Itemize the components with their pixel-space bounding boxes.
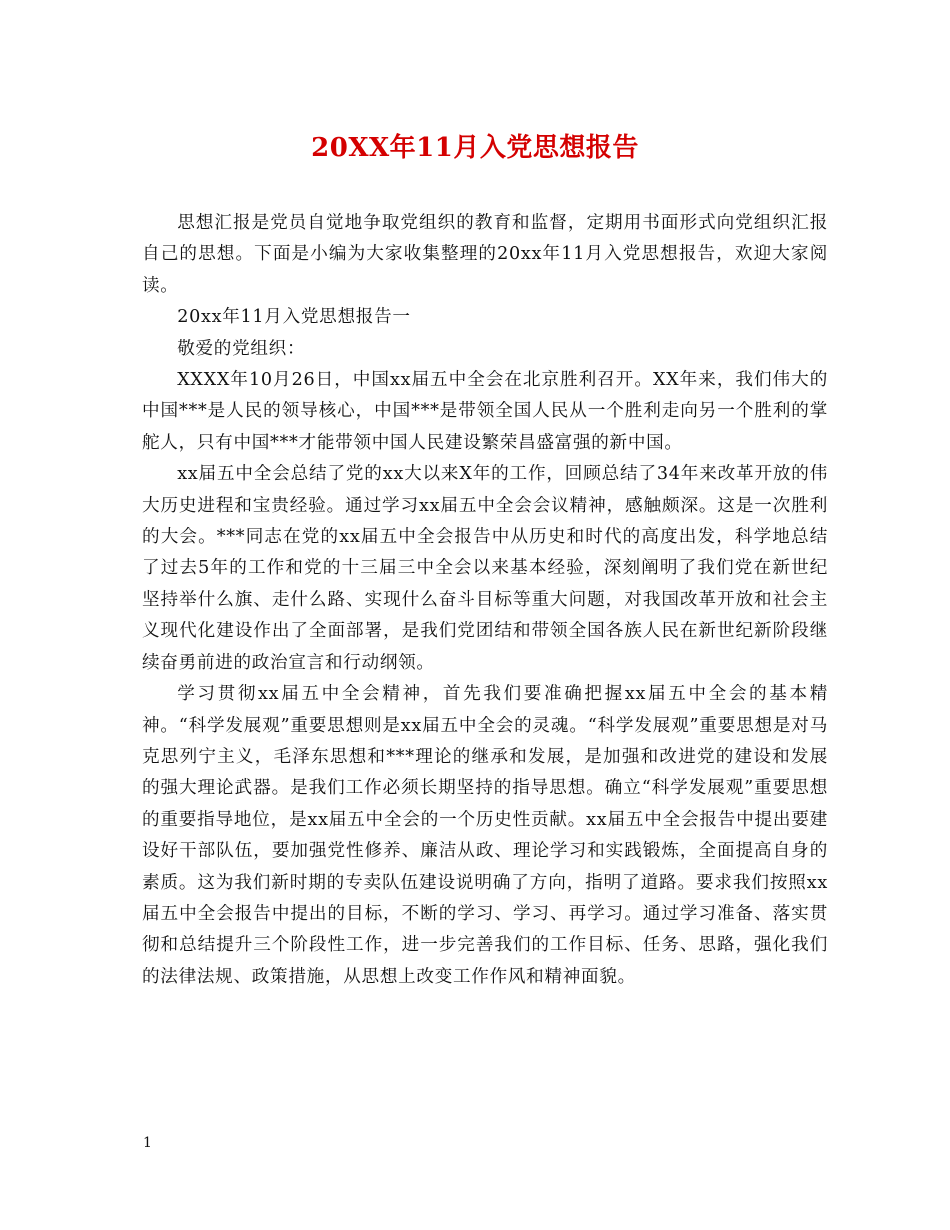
paragraph-body-3: 学习贯彻xx届五中全会精神，首先我们要准确把握xx届五中全会的基本精神。“科学发展观”重要思想则是xx届五中全会的灵魂。“科学发展观”重要思想是对马克思列宁主义，毛泽东思想和***理论的继承和发展，是加强和改进党的建设和发展的强大理论武器。是我们工作必须长期坚持的指导思想。确立“科学发展观”重要思想的重要指导地位，是xx届五中全会的一个历史性贡献。xx届五中全会报告中提出要建设好干部队伍，要加强党性修养、廉洁从政、理论学习和实践锻炼，全面提高自身的素质。这为我们新时期的专卖队伍建设说明确了方向，指明了道路。要求我们按照xx届五中全会报告中提出的目标，不断的学习、学习、再学习。通过学习准备、落实贯彻和总结提升三个阶段性工作，进一步完善我们的工作目标、任务、思路，强化我们的法律法规、政策措施，从思想上改变工作作风和精神面貌。 <box>142 684 828 987</box>
document-title: 20XX年11月入党思想报告 <box>311 133 639 163</box>
paragraph-salutation: 敬爱的党组织： <box>177 338 306 359</box>
document-body <box>142 208 828 993</box>
paragraph-subtitle: 20xx年11月入党思想报告一 <box>177 307 411 328</box>
paragraph-intro: 思想汇报是党员自觉地争取党组织的教育和监督，定期用书面形式向党组织汇报自己的思想。下面是小编为大家收集整理的20xx年11月入党思想报告，欢迎大家阅读。 <box>142 213 828 296</box>
paragraph-body-2: xx届五中全会总结了党的xx大以来X年的工作，回顾总结了34年来改革开放的伟大历史进程和宝贵经验。通过学习xx届五中全会会议精神，感触颇深。这是一次胜利的大会。***同志在党的xx届五中全会报告中从历史和时代的高度出发，科学地总结了过去5年的工作和党的十三届三中全会以来基本经验，深刻阐明了我们党在新世纪坚持举什么旗、走什么路、实现什么奋斗目标等重大问题，对我国改革开放和社会主义现代化建设作出了全面部署，是我们党团结和带领全国各族人民在新世纪新阶段继续奋勇前进的政治宣言和行动纲领。 <box>142 464 828 673</box>
page-number: 1 <box>143 1135 152 1151</box>
paragraph-body-1: XXXX年10月26日，中国xx届五中全会在北京胜利召开。XX年来，我们伟大的中国***是人民的领导核心，中国***是带领全国人民从一个胜利走向另一个胜利的掌舵人，只有中国***才能带领中国人民建设繁荣昌盛富强的新中国。 <box>142 370 828 453</box>
